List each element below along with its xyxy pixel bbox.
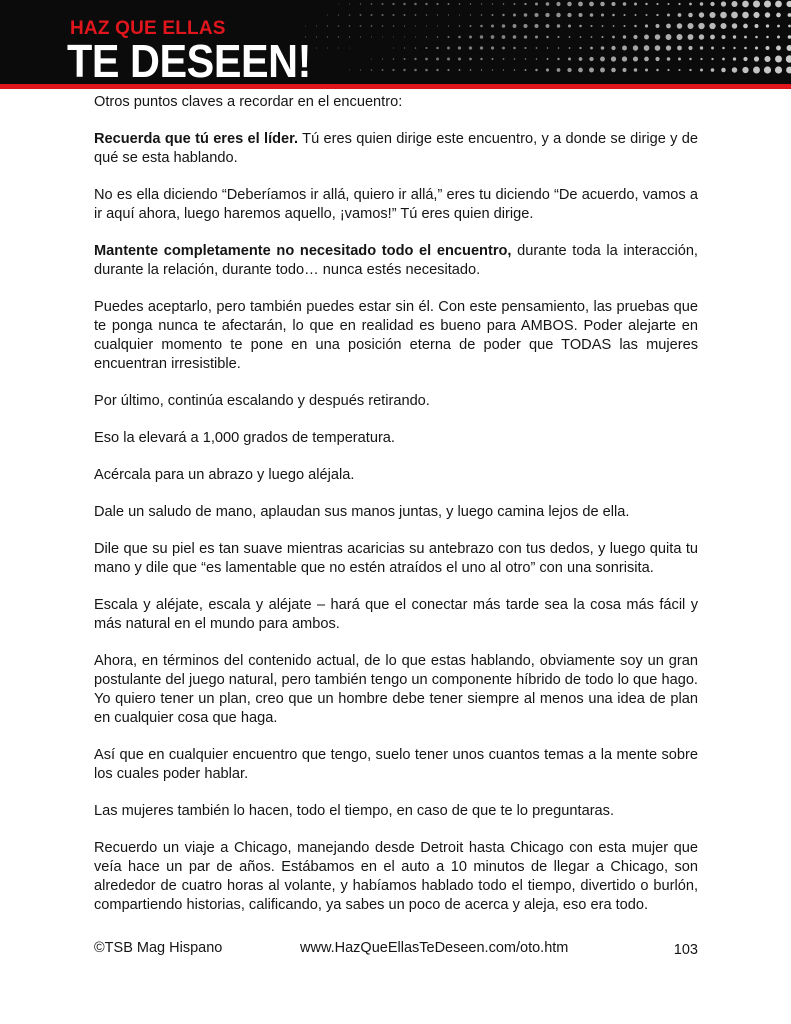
paragraph-not-needy (94, 242, 698, 280)
paragraph-not-needy-bold: Mantente completamente no necesitado todo el encuentro, (94, 243, 512, 259)
paragraph-accept: Puedes aceptarlo, pero también puedes estar sin él. Con este pensamiento, las pruebas que te ponga nunca te afectarán, lo que en realidad es bueno para AMBOS. Poder alejarte en cualquier momento te pone en una posición eterna de poder que TODAS las mujeres encuentran irresistible. (94, 299, 698, 372)
paragraph-leader-text: Tú eres quien dirige este encuentro, y a donde se dirige y de qué se esta hablando. (94, 131, 698, 166)
document-body (94, 93, 698, 915)
footer-copyright: ©TSB Mag Hispano (94, 940, 223, 956)
paragraph-direction: No es ella diciendo “Deberíamos ir allá, quiero ir allá,” eres tu diciendo “De acuerdo, vamos a ir aquí ahora, luego haremos aquello, ¡vamos!” Tú eres quien dirige. (94, 187, 698, 222)
paragraph-escalate-retreat: Escala y aléjate, escala y aléjate – hará que el conectar más tarde sea la cosa más fácil y más natural en el mundo para ambos. (94, 597, 698, 632)
paragraph-escalate: Por último, continúa escalando y después retirando. (94, 393, 430, 409)
paragraph-not-needy-text: durante toda la interacción, durante la relación, durante todo… nunca estés necesitado. (94, 243, 698, 278)
paragraph-intro: Otros puntos claves a recordar en el encuentro: (94, 94, 403, 110)
paragraph-content-plan: Ahora, en términos del contenido actual, de lo que estas hablando, obviamente soy un gran postulante del juego natural, pero también tengo un componente híbrido de todo lo que hago. Yo quiero tener un plan, creo que un hombre debe tener siempre al menos una idea de plan en cualquier cosa que haga. (94, 653, 698, 726)
footer-page-number: 103 (673, 942, 698, 958)
paragraph-topics: Así que en cualquier encuentro que tengo, suelo tener unos cuantos temas a la mente sobre los cuales poder hablar. (94, 747, 698, 782)
paragraph-temperature: Eso la elevará a 1,000 grados de temperatura. (94, 430, 395, 446)
paragraph-skin: Dile que su piel es tan suave mientras acaricias su antebrazo con tus dedos, y luego quita tu mano y dile que “es lamentable que no estén atraídos el uno al otro” con una sonrisita. (94, 541, 698, 576)
header-red-rule (0, 84, 791, 89)
paragraph-hug: Acércala para un abrazo y luego aléjala. (94, 467, 355, 483)
page-footer (94, 940, 698, 962)
page-header-banner (0, 0, 791, 84)
paragraph-handshake: Dale un saludo de mano, aplaudan sus manos juntas, y luego camina lejos de ella. (94, 504, 630, 520)
header-title-top: HAZ QUE ELLAS (70, 18, 226, 39)
footer-url: www.HazQueEllasTeDeseen.com/oto.htm (300, 940, 569, 956)
paragraph-leader-bold: Recuerda que tú eres el líder. (94, 131, 299, 147)
header-title-main: TE DESEEN! (67, 35, 311, 84)
paragraph-chicago-trip: Recuerdo un viaje a Chicago, manejando desde Detroit hasta Chicago con esta mujer que veía hace un par de años. Estábamos en el auto a 10 minutos de llegar a Chicago, son alrededor de cuatro horas al volante, y habíamos hablado todo el tiempo, divertido o burlón, compartiendo historias, calificando, ya sabes un poco de acerca y aleja, eso era todo. (94, 840, 698, 913)
paragraph-women-too: Las mujeres también lo hacen, todo el tiempo, en caso de que te lo preguntaras. (94, 803, 615, 819)
paragraph-leader (94, 130, 698, 168)
